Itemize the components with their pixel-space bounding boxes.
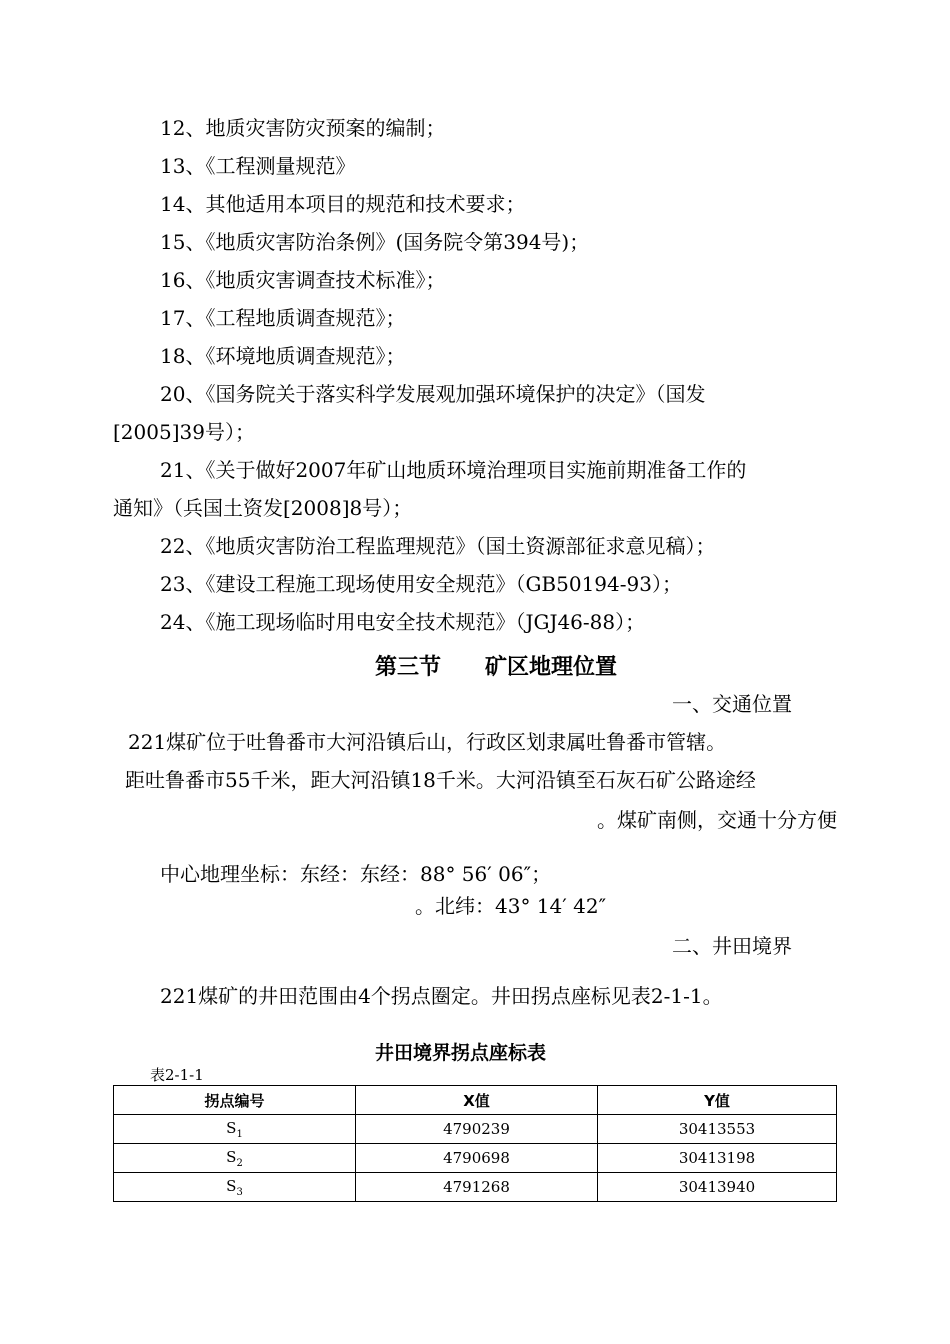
header-x-value: X值 [356, 1086, 598, 1115]
reference-item: 17、《工程地质调查规范》； [160, 306, 406, 330]
x-value-cell: 4790698 [356, 1144, 598, 1173]
reference-item: 16、《地质灾害调查技术标准》； [160, 268, 446, 292]
reference-item: 13、《工程测量规范》 [160, 154, 356, 178]
x-value-cell: 4790239 [356, 1115, 598, 1144]
reference-item: 14、其他适用本项目的规范和技术要求； [160, 192, 526, 216]
y-value-cell: 30413940 [598, 1173, 837, 1202]
reference-item: 23、《建设工程施工现场使用安全规范》（GB50194-93）； [160, 572, 682, 596]
table-row [114, 1173, 837, 1202]
reference-item: 18、《环境地质调查规范》； [160, 344, 406, 368]
table-row [114, 1115, 837, 1144]
header-point-id: 拐点编号 [114, 1086, 356, 1115]
coordinate-line: 中心地理坐标：东经：东经：88° 56′ 06″； [160, 862, 552, 886]
reference-item-continued: [2005]39号）； [113, 420, 255, 444]
reference-item: 22、《地质灾害防治工程监理规范》（国土资源部征求意见稿）； [160, 534, 716, 558]
y-value-cell: 30413553 [598, 1115, 837, 1144]
section-title: 第三节 矿区地理位置 [375, 655, 618, 680]
header-y-value: Y值 [598, 1086, 837, 1115]
paragraph-line: 221煤矿的井田范围由4个拐点圈定。井田拐点座标见表2-1-1。 [160, 984, 723, 1008]
coordinate-line: 。北纬：43° 14′ 42″ [415, 894, 607, 918]
subsection-title: 一、交通位置 [672, 692, 792, 716]
reference-item: 24、《施工现场临时用电安全技术规范》（JGJ46-88）； [160, 610, 646, 634]
y-value-cell: 30413198 [598, 1144, 837, 1173]
paragraph-line: 221煤矿位于吐鲁番市大河沿镇后山，行政区划隶属吐鲁番市管辖。 [128, 730, 727, 754]
table-label: 表2-1-1 [150, 1066, 204, 1084]
coordinate-table [113, 1085, 837, 1202]
subsection-title: 二、井田境界 [672, 934, 792, 958]
table-caption: 井田境界拐点座标表 [375, 1042, 547, 1064]
point-id-cell: $S_3$ [114, 1173, 356, 1202]
reference-item: 21、《关于做好2007年矿山地质环境治理项目实施前期准备工作的 [160, 458, 747, 482]
paragraph-line: 距吐鲁番市55千米，距大河沿镇18千米。大河沿镇至石灰石矿公路途经 [125, 768, 756, 792]
paragraph-line: 。煤矿南侧，交通十分方便 [597, 808, 837, 832]
reference-item: 20、《国务院关于落实科学发展观加强环境保护的决定》（国发 [160, 382, 706, 406]
reference-item: 15、《地质灾害防治条例》(国务院令第394号)； [160, 230, 590, 254]
point-id-cell: $S_1$ [114, 1115, 356, 1144]
table-header-row [114, 1086, 837, 1115]
reference-item: 12、地质灾害防灾预案的编制； [160, 116, 446, 140]
point-id-cell: $S_2$ [114, 1144, 356, 1173]
table-row [114, 1144, 837, 1173]
x-value-cell: 4791268 [356, 1173, 598, 1202]
reference-item-continued: 通知》（兵国土资发[2008]8号）； [113, 496, 413, 520]
